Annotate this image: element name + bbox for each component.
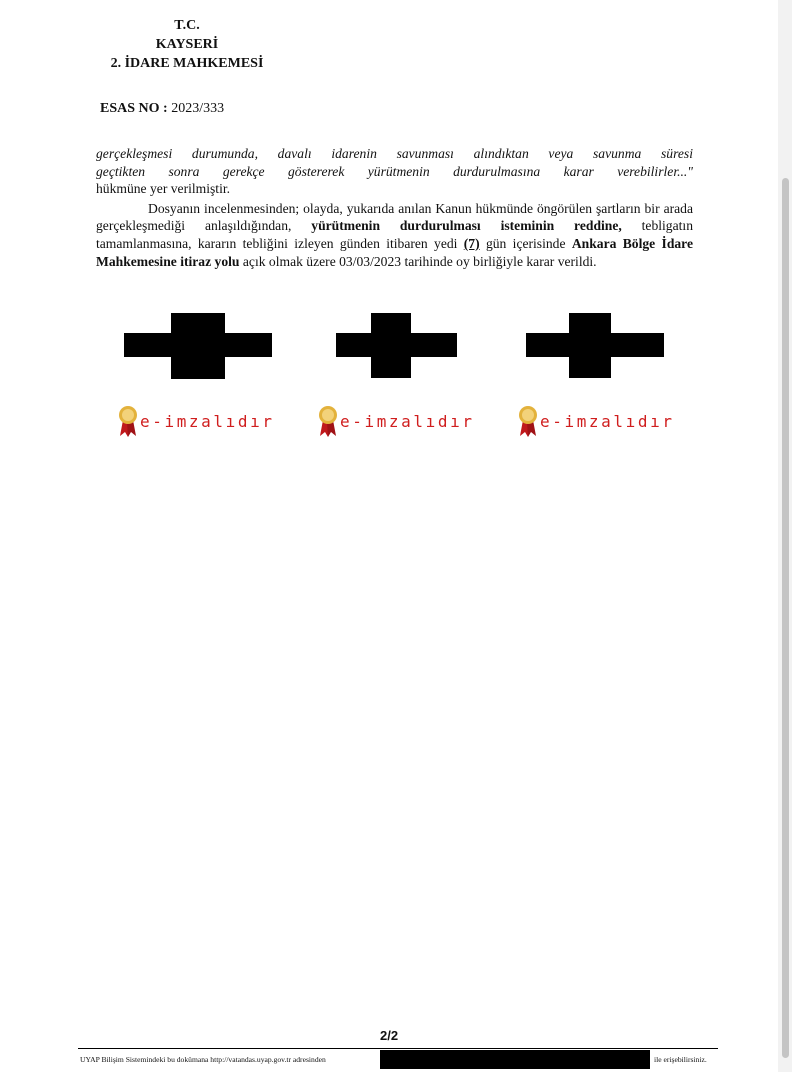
case-number xyxy=(100,101,224,117)
e-signature-label: e-imzalıdır xyxy=(540,411,675,431)
p2-days: (7) xyxy=(463,235,480,251)
p2-text-b: tebligatın tamamlanmasına, kararın tebliğini izleyen günden itibaren yedi xyxy=(96,218,693,251)
header-court: 2. İDARE MAHKEMESİ xyxy=(110,56,264,71)
decision-text xyxy=(96,145,693,270)
p2-text-c: gün içerisinde xyxy=(479,235,572,251)
decision-paragraph xyxy=(96,200,693,270)
quote-line-1: gerçekleşmesi durumunda, davalı idarenin savunması alındıktan veya savunma süresi xyxy=(96,146,693,161)
quote-line-2: geçtikten sonra gerekçe göstererek yürütmenin durdurulmasına karar verebilirler..." xyxy=(96,163,693,179)
e-signature-label: e-imzalıdır xyxy=(140,411,275,431)
e-signature-3 xyxy=(518,403,675,439)
quote-end: hükmüne yer verilmiştir. xyxy=(96,181,231,197)
seal-ribbon-icon xyxy=(518,404,538,438)
header-country: T.C. xyxy=(174,18,200,33)
case-number-label: ESAS NO : xyxy=(100,101,168,116)
footer-divider xyxy=(78,1048,718,1049)
footer-text-end: ile erişebilirsiniz. xyxy=(654,1055,707,1064)
page-number: 2/2 xyxy=(380,1028,399,1043)
scrollbar[interactable] xyxy=(778,0,792,1072)
case-number-value: 2023/333 xyxy=(171,101,225,116)
seal-ribbon-icon xyxy=(318,404,338,438)
e-signature-2 xyxy=(318,403,475,439)
e-signature-1 xyxy=(118,403,275,439)
header-city: KAYSERİ xyxy=(155,37,219,52)
court-header xyxy=(92,16,282,73)
e-signature-label: e-imzalıdır xyxy=(340,411,475,431)
redacted-document-code xyxy=(380,1050,650,1069)
scrollbar-thumb[interactable] xyxy=(782,178,789,1058)
p2-bold-rejection: yürütmenin durdurulması isteminin reddine, xyxy=(311,218,622,234)
p2-text-d: açık olmak üzere 03/03/2023 tarihinde oy birliğiyle karar verildi. xyxy=(239,253,597,269)
p2-text-a: Dosyanın incelenmesinden; olayda, yukarıda anılan Kanun hükmünde öngörülen şartların bir arada gerçekleşmediği anlaşıldığından, xyxy=(96,200,693,234)
p2-bold-appeal: Ankara Bölge İdare Mahkemesine itiraz yolu xyxy=(96,235,693,269)
seal-ribbon-icon xyxy=(118,404,138,438)
footer-text-start: UYAP Bilişim Sistemindeki bu dokümana http://vatandas.uyap.gov.tr adresinden xyxy=(80,1055,326,1064)
